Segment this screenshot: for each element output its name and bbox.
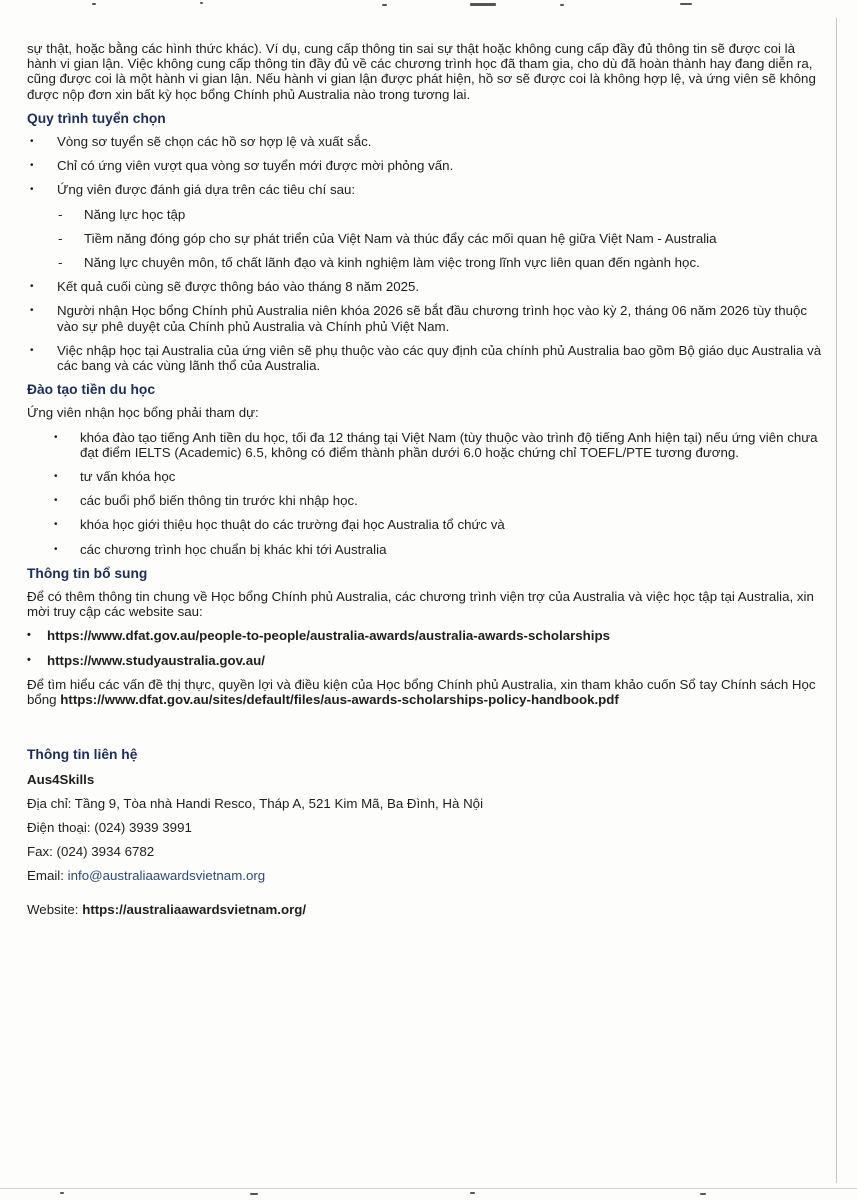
list-item: • khóa đào tạo tiếng Anh tiền du học, tối đa 12 tháng tại Việt Nam (tùy thuộc vào trình độ tiếng Anh hiện tại) nếu ứng viên chưa đạt điểm IELTS (Academic) 6.5, không có điểm thành phần dưới 6.0 hoặc chứng chỉ TOEFL/PTE tương đương. [54, 429, 818, 460]
list-item: • Vòng sơ tuyển sẽ chọn các hồ sơ hợp lệ và xuất sắc. [30, 134, 372, 150]
bullet-icon: • [30, 281, 34, 293]
bullet-icon: • [30, 344, 34, 356]
document-body [27, 41, 827, 926]
bullet-icon: • [54, 543, 58, 555]
contact-email-row: Email: info@australiaawardsvietnam.org [27, 868, 266, 884]
bullet-icon: • [30, 305, 34, 317]
contact-phone: Điện thoại: (024) 3939 3991 [27, 819, 192, 835]
page-edge-right [836, 18, 837, 1183]
scan-speck [92, 3, 96, 5]
page-edge-bottom [0, 1188, 857, 1189]
bullet-icon: • [54, 519, 58, 531]
bullet-icon: • [54, 495, 58, 507]
contact-section [27, 747, 827, 916]
list-item: • Ứng viên được đánh giá dựa trên các tiêu chí sau: - Năng lực học tập - Tiềm năng đóng góp cho sự phát triển của Việt Nam và thúc đẩy các mối quan hệ giữa Việt Nam - Australia - Năng lực chuyên môn, tố chất lãnh đạo và kinh nghiệm làm việc trong lĩnh vực liên quan đến ngành học. [27, 182, 827, 270]
website-list [27, 628, 827, 667]
bullet-icon: • [30, 136, 34, 148]
contact-website-row: Website: https://australiaawardsvietnam.org/ [27, 901, 307, 917]
list-item: • các chương trình học chuẩn bị khác khi tới Australia [54, 541, 387, 557]
list-item: • Việc nhập học tại Australia của ứng viên sẽ phụ thuộc vào các quy định của chính phủ Australia bao gồm Bộ giáo dục Australia và các bang và các vùng lãnh thổ của Australia. [30, 342, 822, 374]
selection-heading: Quy trình tuyển chọn [27, 110, 166, 126]
scan-speck [200, 2, 203, 4]
contact-fax: Fax: (024) 3934 6782 [27, 844, 155, 860]
list-item: • Chỉ có ứng viên vượt qua vòng sơ tuyển mới được mời phỏng vấn. [30, 158, 454, 174]
scan-speck [470, 3, 496, 6]
website-link[interactable]: https://australiaawardsvietnam.org/ [82, 901, 307, 917]
contact-address: Địa chỉ: Tầng 9, Tòa nhà Handi Resco, Tháp A, 521 Kim Mã, Ba Đình, Hà Nội [27, 795, 484, 811]
bullet-icon: • [30, 184, 34, 196]
additional-heading: Thông tin bổ sung [27, 565, 148, 581]
criteria-item: - Tiềm năng đóng góp cho sự phát triển của Việt Nam và thúc đẩy các mối quan hệ giữa Việt Nam - Australia [58, 230, 717, 246]
predeparture-heading: Đào tạo tiền du học [27, 382, 156, 398]
dash-icon: - [58, 206, 63, 222]
bullet-icon: • [30, 160, 34, 172]
list-item: • Kết quả cuối cùng sẽ được thông báo vào tháng 8 năm 2025. [30, 279, 420, 295]
criteria-list [57, 207, 827, 271]
scan-speck [680, 3, 692, 5]
scan-speck [700, 1193, 706, 1195]
additional-intro: Để có thêm thông tin chung về Học bổng Chính phủ Australia, các chương trình viện trợ của Australia và việc học tập tại Australia, xin mời truy cập các website sau: [27, 589, 814, 620]
dash-icon: - [58, 255, 63, 271]
scan-speck [470, 1192, 475, 1194]
bullet-icon: • [27, 653, 31, 666]
handbook-paragraph: Để tìm hiểu các vấn đề thị thực, quyền lợi và điều kiện của Học bổng Chính phủ Australia, xin tham khảo cuốn Sổ tay Chính sách Học bổng https://www.dfat.gov.au/sites/default/files/aus-awards-scholarships-policy-handbook.pdf [27, 676, 816, 708]
bullet-icon: • [27, 629, 31, 642]
scan-speck [382, 4, 387, 6]
list-item: • khóa học giới thiệu học thuật do các trường đại học Australia tổ chức và [54, 517, 505, 533]
dash-icon: - [58, 230, 63, 246]
scan-speck [250, 1193, 258, 1195]
scan-speck [560, 4, 564, 6]
list-item: • Người nhận Học bổng Chính phủ Australia niên khóa 2026 sẽ bắt đầu chương trình học vào kỳ 2, tháng 06 năm 2026 tùy thuộc vào sự phê duyệt của Chính phủ Australia và Chính phủ Việt Nam. [30, 303, 808, 334]
selection-list [27, 134, 827, 373]
list-item: • các buổi phổ biến thông tin trước khi nhập học. [54, 493, 358, 509]
predeparture-list [27, 430, 827, 557]
bullet-icon: • [54, 431, 58, 443]
predeparture-intro: Ứng viên nhận học bổng phải tham dự: [27, 405, 259, 421]
intro-paragraph: sự thật, hoặc bằng các hình thức khác). Ví dụ, cung cấp thông tin sai sự thật hoặc không cung cấp đầy đủ thông tin sẽ được coi là hành vi gian lận. Việc không cung cấp thông tin đầy đủ về các chương trình học đã tham gia, cho dù đã hoàn thành hay đang diễn ra, cũng được coi là một hành vi gian lận. Nếu hành vi gian lận được phát hiện, hồ sơ sẽ được coi là không hợp lệ, và ứng viên sẽ không được nộp đơn xin bất kỳ học bổng Chính phủ Australia nào trong tương lai. [27, 41, 816, 102]
bullet-icon: • [54, 471, 58, 483]
scan-speck [60, 1192, 64, 1194]
list-item: • tư vấn khóa học [54, 469, 176, 485]
website-link-studyaustralia[interactable]: • https://www.studyaustralia.gov.au/ [27, 652, 265, 668]
handbook-link[interactable]: https://www.dfat.gov.au/sites/default/files/aus-awards-scholarships-policy-handbook.pdf [60, 692, 619, 708]
criteria-item: - Năng lực học tập [58, 206, 186, 222]
contact-heading: Thông tin liên hệ [27, 747, 138, 763]
criteria-item: - Năng lực chuyên môn, tố chất lãnh đạo và kinh nghiệm làm việc trong lĩnh vực liên quan đến ngành học. [58, 255, 700, 271]
organization-name: Aus4Skills [27, 771, 95, 787]
website-link-dfat[interactable]: • https://www.dfat.gov.au/people-to-people/australia-awards/australia-awards-scholarships [27, 628, 611, 644]
email-link[interactable]: info@australiaawardsvietnam.org [67, 868, 266, 884]
